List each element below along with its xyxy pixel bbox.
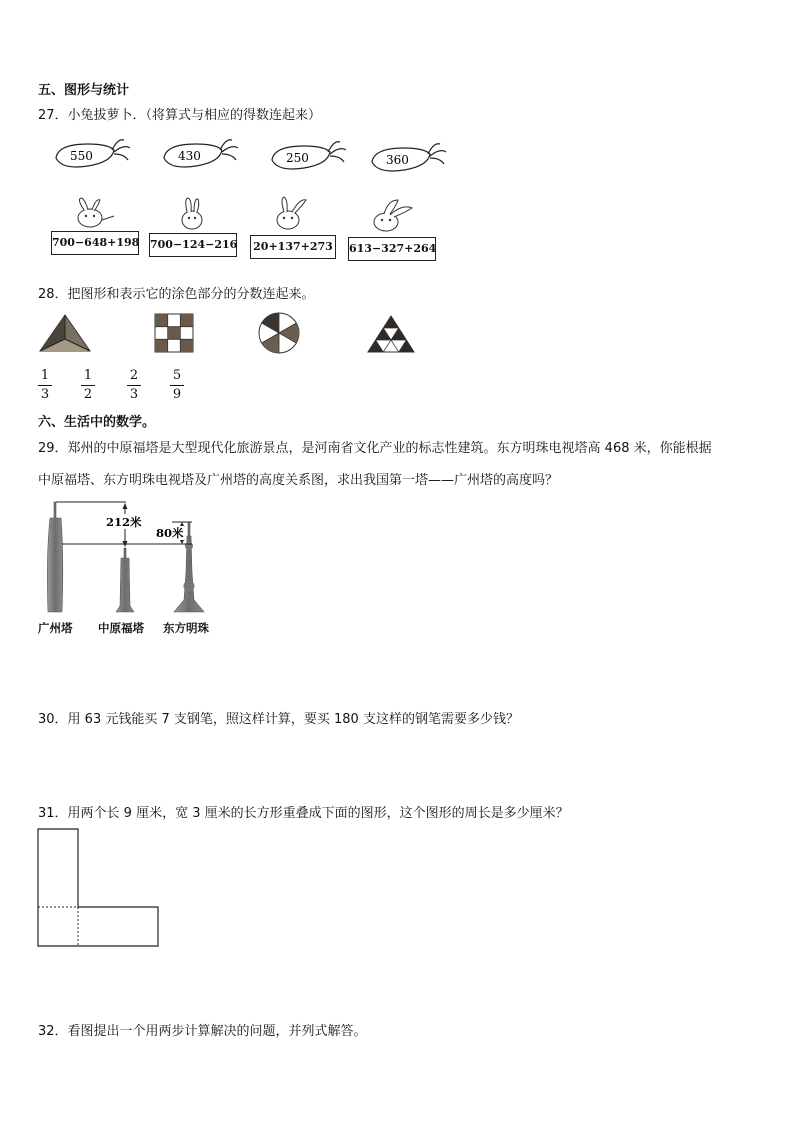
checker-grid-shape — [154, 313, 194, 353]
question-29-line1: 29．郑州的中原福塔是大型现代化旅游景点，是河南省文化产业的标志性建筑。东方明珠电视塔高 468 米，你能根据 — [38, 441, 712, 456]
fraction-1: 1 3 — [38, 368, 52, 403]
question-27-text: 27．小兔拔萝卜．（将算式与相应的得数连起来） — [38, 108, 322, 123]
rabbit-icon — [270, 194, 316, 234]
tower-label-dongfang: 东方明珠 — [163, 621, 209, 635]
shaded-triangle-shape — [38, 313, 92, 353]
rabbit-icon — [366, 196, 416, 236]
expression-box: 700−648+198 — [51, 231, 139, 255]
rabbit-icon — [172, 196, 212, 232]
question-31-text: 31．用两个长 9 厘米，宽 3 厘米的长方形重叠成下面的图形，这个图形的周长是多少厘米？ — [38, 806, 569, 821]
carrot-1 — [52, 132, 132, 174]
expression-box: 613−327+264 — [348, 237, 436, 261]
carrot-3 — [268, 134, 348, 176]
tower-label-zhongyuan: 中原福塔 — [98, 621, 144, 635]
fraction-4: 5 9 — [170, 368, 184, 403]
fraction-2: 1 2 — [81, 368, 95, 403]
carrot-value: 550 — [70, 149, 93, 163]
carrot-value: 250 — [286, 151, 309, 165]
tower-height-diagram — [36, 496, 226, 618]
section-title-6: 六、生活中的数学。 — [38, 415, 156, 430]
fraction-3: 2 3 — [127, 368, 141, 403]
subdivided-triangle-shape — [366, 314, 416, 354]
carrot-2 — [160, 132, 240, 174]
rabbit-icon — [66, 196, 122, 232]
section-title-5: 五、图形与统计 — [38, 83, 130, 98]
expression-box: 700−124−216 — [149, 233, 237, 257]
carrot-value: 430 — [178, 149, 201, 163]
height-diff-80: 80米 — [156, 526, 184, 540]
shaded-circle-shape — [257, 311, 301, 355]
question-32-text: 32．看图提出一个用两步计算解决的问题，并列式解答。 — [38, 1024, 367, 1039]
question-29-line2: 中原福塔、东方明珠电视塔及广州塔的高度关系图，求出我国第一塔——广州塔的高度吗？ — [38, 473, 559, 488]
tower-label-guangzhou: 广州塔 — [38, 621, 73, 635]
height-diff-212: 212米 — [106, 515, 142, 529]
carrot-4 — [368, 136, 448, 178]
question-30-text: 30．用 63 元钱能买 7 支钢笔，照这样计算，要买 180 支这样的钢笔需要多少钱？ — [38, 712, 519, 727]
question-28-text: 28．把图形和表示它的涂色部分的分数连起来。 — [38, 287, 315, 302]
l-shape-figure — [36, 827, 164, 949]
carrot-value: 360 — [386, 153, 409, 167]
expression-box: 20+137+273 — [250, 235, 336, 259]
